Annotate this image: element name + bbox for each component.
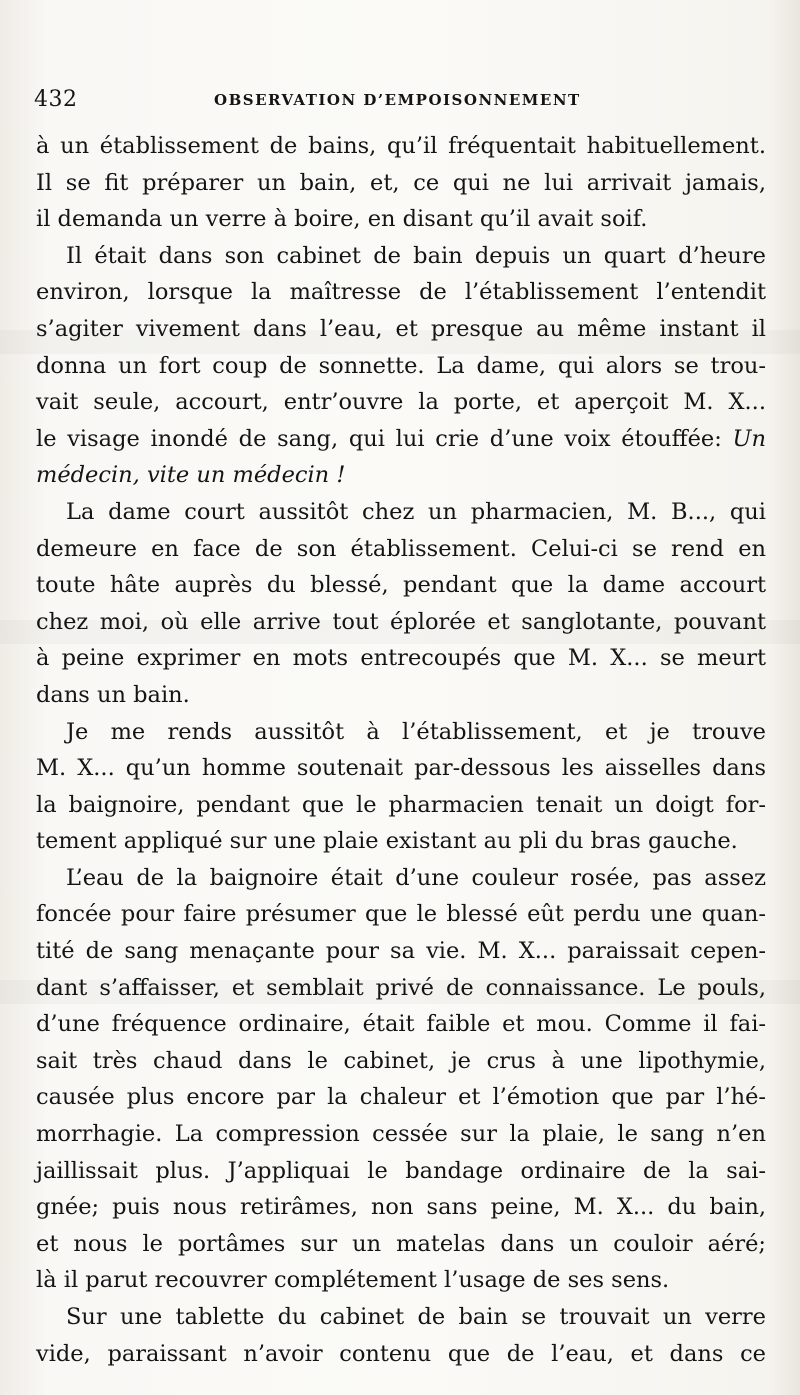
text-line-content: il demanda un verre à boire, en disant qu’il avait soif. [36,206,648,233]
text-line [36,604,766,641]
text-line-content: là il parut recouvrer complétement l’usage de ses sens. [36,1267,670,1294]
text-line [36,970,766,1007]
text-line [36,1226,766,1263]
body-text [36,128,766,1372]
text-line-content: s’agiter vivement dans l’eau, et presque au même instant il [36,315,766,342]
text-line [36,860,766,897]
text-line-content: L’eau de la baignoire était d’une couleur rosée, pas assez [66,864,766,891]
text-line [36,1153,766,1190]
text-line [36,238,766,275]
text-line-content: à un établissement de bains, qu’il fréquentait habituellement. [36,133,766,159]
text-line-content: dans un bain. [36,681,190,708]
text-line-content: médecin, vite un médecin ! [36,462,346,489]
text-line-content: environ, lorsque la maîtresse de l’établissement l’entendit [36,279,766,306]
running-head: OBSERVATION D’EMPOISONNEMENT [214,91,581,109]
text-line [36,384,766,421]
text-line [36,933,766,970]
text-line [36,165,766,202]
text-line-content: jaillissait plus. J’appliquai le bandage ordinaire de la sai- [36,1157,766,1184]
text-line [36,714,766,751]
text-line [36,1043,766,1080]
text-line [36,787,766,824]
text-line-content: le visage inondé de sang, qui lui crie d’une voix étouffée: [36,425,722,452]
text-line-content: La dame court aussitôt chez un pharmacien, M. B..., qui [66,498,766,525]
text-line [36,750,766,787]
text-line [36,494,766,531]
text-line [36,1336,766,1373]
text-line [36,896,766,933]
text-line [36,311,766,348]
text-line [36,640,766,677]
text-line-content: donna un fort coup de sonnette. La dame, qui alors se trou- [36,352,766,379]
text-line-content: causée plus encore par la chaleur et l’émotion que par l’hé- [36,1084,766,1111]
text-line-italic-tail: Un [732,425,766,452]
text-line [36,421,766,458]
text-line [36,677,766,714]
text-line-content: tité de sang menaçante pour sa vie. M. X... paraissait cepen- [36,938,766,965]
text-line-content: tement appliqué sur une plaie existant au pli du bras gauche. [36,828,738,855]
text-line-content: Il se fit préparer un bain, et, ce qui ne lui arrivait jamais, [36,169,766,196]
text-line-content: à peine exprimer en mots entrecoupés que M. X... se meurt [36,645,766,672]
text-line [36,457,766,494]
text-line-content: la baignoire, pendant que le pharmacien tenait un doigt for- [36,791,766,818]
text-line [36,1116,766,1153]
text-line-content: gnée; puis nous retirâmes, non sans peine, M. X... du bain, [36,1194,766,1221]
text-line-content: chez moi, où elle arrive tout éplorée et sanglotante, pouvant [36,608,766,635]
text-line [36,201,766,238]
text-line [36,567,766,604]
text-line [36,1299,766,1336]
text-line-content: Sur une tablette du cabinet de bain se trouvait un verre [66,1304,766,1330]
page-number: 432 [34,87,78,112]
text-line-content: vide, paraissant n’avoir contenu que de l’eau, et dans ce [36,1340,766,1367]
text-line-content: M. X... qu’un homme soutenait par-dessous les aisselles dans [36,755,766,782]
text-line-content: d’une fréquence ordinaire, était faible et mou. Comme il fai- [36,1011,766,1038]
text-line-content: demeure en face de son établissement. Celui-ci se rend en [36,535,766,562]
text-line [36,1006,766,1043]
text-line [36,1189,766,1226]
text-line [36,823,766,860]
text-line [36,274,766,311]
text-line-content: Je me rends aussitôt à l’établissement, et je trouve [66,718,766,745]
text-line-content: dant s’affaisser, et semblait privé de connaissance. Le pouls, [36,974,766,1001]
page-header [34,86,594,114]
text-line-content: sait très chaud dans le cabinet, je crus à une lipothymie, [36,1047,766,1074]
text-line-content: toute hâte auprès du blessé, pendant que la dame accourt [36,572,766,599]
text-line [36,531,766,568]
text-line-content: vait seule, accourt, entr’ouvre la porte, et aperçoit M. X... [36,389,766,416]
text-line-content: et nous le portâmes sur un matelas dans un couloir aéré; [36,1230,766,1257]
text-line-content: foncée pour faire présumer que le blessé eût perdu une quan- [36,901,766,928]
text-line [36,348,766,385]
text-line-content: morrhagie. La compression cessée sur la plaie, le sang n’en [36,1121,766,1148]
text-line [36,128,766,165]
text-line-content: Il était dans son cabinet de bain depuis un quart d’heure [66,242,766,269]
text-line [36,1262,766,1299]
text-line [36,1079,766,1116]
